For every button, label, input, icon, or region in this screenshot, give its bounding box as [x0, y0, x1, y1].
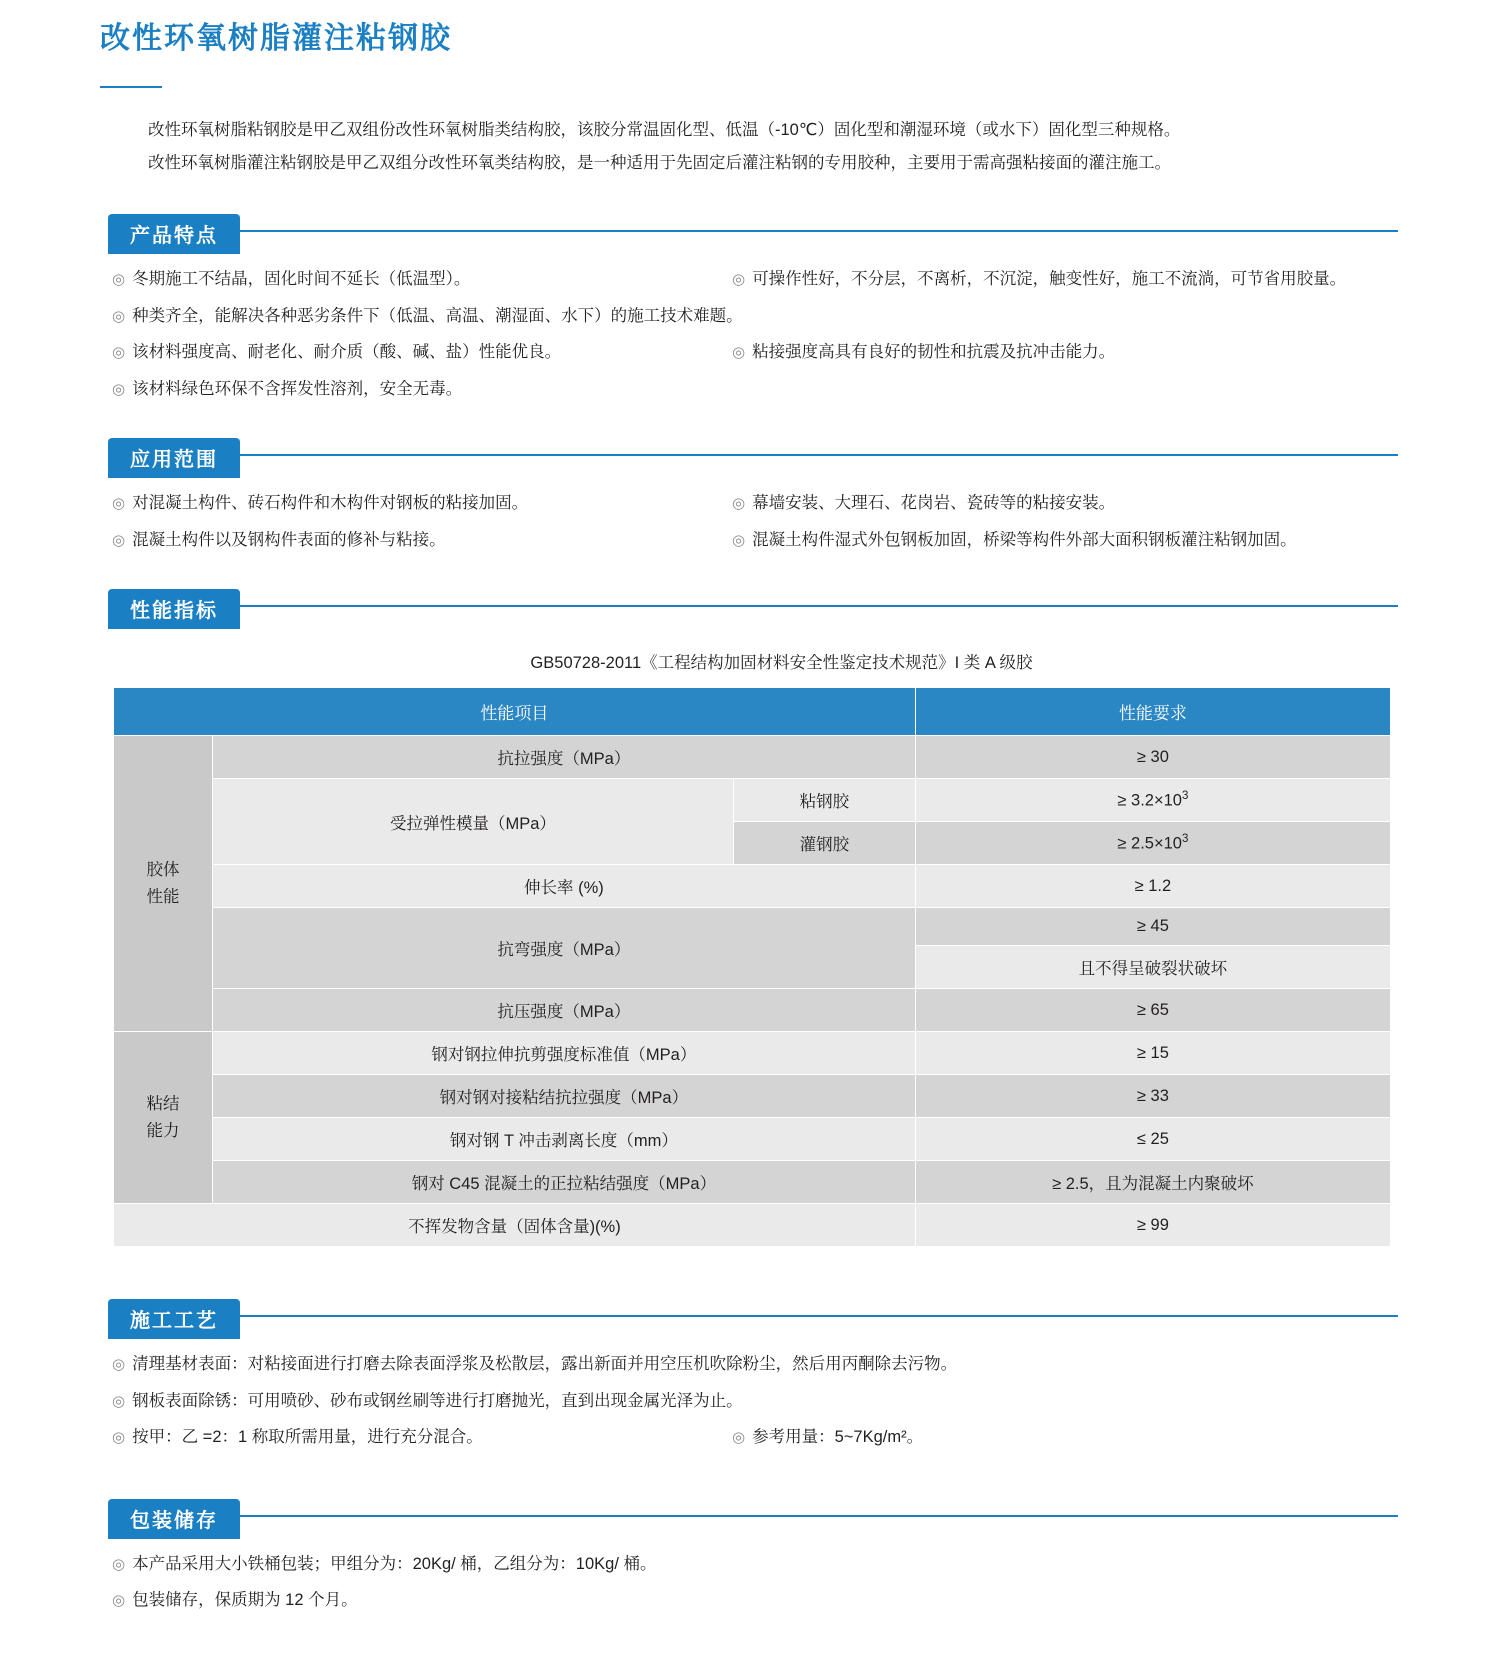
list-item — [112, 301, 1402, 332]
table-row — [114, 1161, 1391, 1204]
list-item-label: 可操作性好，不分层，不离析，不沉淀，触变性好，施工不流淌，可节省用胶量。 — [752, 270, 1347, 288]
column-header-item: 性能项目 — [114, 688, 916, 736]
section-rule — [108, 1515, 1398, 1517]
bullet-circle-icon: ◎ — [112, 531, 126, 549]
table-cell-item: 伸长率 (%) — [213, 865, 916, 908]
requirement-exponent: 3 — [1181, 832, 1189, 845]
list-item-label: 种类齐全，能解决各种恶劣条件下（低温、高温、潮湿面、水下）的施工技术难题。 — [132, 306, 743, 325]
bullet-circle-icon: ◎ — [112, 1429, 126, 1447]
section-title-packaging: 包装储存 — [108, 1499, 240, 1539]
bullet-circle-icon: ◎ — [112, 344, 126, 362]
list-item — [732, 264, 1432, 295]
features-list — [0, 264, 1503, 404]
column-header-requirement: 性能要求 — [915, 688, 1390, 736]
table-cell-requirement: ≥ 30 — [915, 736, 1390, 779]
performance-table — [113, 687, 1391, 1247]
list-item-label: 混凝土构件湿式外包钢板加固，桥梁等构件外部大面积钢板灌注粘钢加固。 — [752, 530, 1297, 549]
table-cell-requirement: ≥ 1.2 — [915, 865, 1390, 908]
list-item-label: 该材料绿色环保不含挥发性溶剂，安全无毒。 — [132, 379, 463, 398]
list-item — [112, 525, 732, 556]
list-item — [112, 264, 732, 295]
requirement-value: ≥ 3.2×10 — [1117, 791, 1182, 810]
list-item — [112, 1549, 1402, 1580]
row-group-label-bond — [114, 1032, 213, 1204]
bullet-circle-icon: ◎ — [112, 495, 126, 513]
table-cell-item: 不挥发物含量（固体含量)(%) — [114, 1204, 916, 1247]
list-item — [732, 488, 1432, 519]
row-group-label-line1: 粘结 — [146, 1095, 180, 1114]
list-item — [112, 374, 1402, 405]
bullet-circle-icon: ◎ — [112, 1555, 126, 1573]
table-cell-requirement: ≤ 25 — [915, 1118, 1390, 1161]
section-header-packaging — [108, 1499, 1398, 1533]
title-underline-rule — [100, 86, 162, 88]
table-cell-item: 受拉弹性模量（MPa） — [213, 779, 734, 865]
list-item — [112, 488, 732, 519]
list-item-label: 幕墙安装、大理石、花岗岩、瓷砖等的粘接安装。 — [752, 494, 1116, 513]
table-cell-subitem: 粘钢胶 — [733, 779, 915, 822]
list-row — [112, 264, 1443, 295]
table-cell-requirement — [915, 779, 1390, 822]
list-item-label: 冬期施工不结晶，固化时间不延长（低温型）。 — [132, 270, 471, 288]
list-row — [112, 1422, 1443, 1453]
list-item-label: 清理基材表面：对粘接面进行打磨去除表面浮浆及松散层，露出新面并用空压机吹除粉尘，然后用丙酮除去污物。 — [132, 1355, 958, 1374]
list-item-label: 参考用量：5~7Kg/m²。 — [752, 1428, 924, 1447]
title-block — [0, 0, 1503, 88]
table-cell-item: 抗弯强度（MPa） — [213, 908, 916, 989]
list-item-label: 钢板表面除锈：可用喷砂、砂布或钢丝刷等进行打磨抛光，直到出现金属光泽为止。 — [132, 1391, 743, 1410]
section-rule — [108, 1315, 1398, 1317]
page-title: 改性环氧树脂灌注粘钢胶 — [100, 22, 452, 55]
bullet-circle-icon: ◎ — [732, 1429, 746, 1447]
table-cell-requirement: 且不得呈破裂状破坏 — [915, 946, 1390, 989]
intro-line-2: 改性环氧树脂灌注粘钢胶是甲乙双组分改性环氧类结构胶，是一种适用于先固定后灌注粘钢的专用胶种，主要用于需高强粘接面的灌注施工。 — [148, 154, 1171, 172]
intro-line-1: 改性环氧树脂粘钢胶是甲乙双组份改性环氧树脂类结构胶，该胶分常温固化型、低温（-10℃）固化型和潮湿环境（或水下）固化型三种规格。 — [148, 121, 1181, 139]
list-item-label: 该材料强度高、耐老化、耐介质（酸、碱、盐）性能优良。 — [132, 343, 562, 362]
table-row — [114, 989, 1391, 1032]
list-item-label: 按甲：乙 =2：1 称取所需用量，进行充分混合。 — [132, 1428, 483, 1447]
table-row — [114, 736, 1391, 779]
bullet-circle-icon: ◎ — [112, 380, 126, 398]
list-item — [112, 1386, 1402, 1417]
table-cell-item: 钢对 C45 混凝土的正拉粘结强度（MPa） — [213, 1161, 916, 1204]
list-row — [112, 374, 1443, 405]
bullet-circle-icon: ◎ — [732, 531, 746, 549]
list-item-label: 混凝土构件以及钢构件表面的修补与粘接。 — [132, 530, 446, 549]
requirement-value: ≥ 2.5×10 — [1117, 834, 1182, 853]
table-cell-requirement: ≥ 2.5，且为混凝土内聚破坏 — [915, 1161, 1390, 1204]
bullet-circle-icon: ◎ — [112, 1592, 126, 1610]
table-row — [114, 1075, 1391, 1118]
table-cell-item: 钢对钢对接粘结抗拉强度（MPa） — [213, 1075, 916, 1118]
list-row — [112, 1585, 1443, 1616]
table-row — [114, 908, 1391, 946]
section-header-performance — [108, 589, 1398, 623]
table-row — [114, 1032, 1391, 1075]
requirement-exponent: 3 — [1181, 789, 1189, 802]
bullet-circle-icon: ◎ — [112, 1392, 126, 1410]
table-cell-requirement: ≥ 45 — [915, 908, 1390, 946]
table-header-row — [114, 688, 1391, 736]
list-item — [732, 525, 1432, 556]
list-item-label: 包装储存，保质期为 12 个月。 — [132, 1591, 358, 1610]
list-item — [112, 1585, 1402, 1616]
list-item — [732, 337, 1432, 368]
list-item-label: 本产品采用大小铁桶包装；甲组分为：20Kg/ 桶，乙组分为：10Kg/ 桶。 — [132, 1554, 657, 1573]
intro-paragraphs — [0, 114, 1503, 180]
section-rule — [108, 605, 1398, 607]
table-cell-requirement: ≥ 65 — [915, 989, 1390, 1032]
row-group-label-line2: 能力 — [146, 1121, 180, 1140]
table-cell-requirement: ≥ 99 — [915, 1204, 1390, 1247]
application-list — [0, 488, 1503, 555]
bullet-circle-icon: ◎ — [112, 271, 126, 288]
table-caption: GB50728-2011《工程结构加固材料安全性鉴定技术规范》I 类 A 级胶 — [530, 654, 1033, 673]
table-cell-requirement: ≥ 15 — [915, 1032, 1390, 1075]
table-cell-item: 钢对钢拉伸抗剪强度标准值（MPa） — [213, 1032, 916, 1075]
section-title-performance: 性能指标 — [108, 589, 240, 629]
bullet-circle-icon: ◎ — [112, 1356, 126, 1374]
section-title-features: 产品特点 — [108, 214, 240, 254]
list-row — [112, 1549, 1443, 1580]
list-item — [112, 1422, 732, 1453]
list-item — [732, 1422, 1432, 1453]
table-row — [114, 1118, 1391, 1161]
table-row — [114, 779, 1391, 822]
list-item — [112, 337, 732, 368]
row-group-label-line2: 性能 — [146, 887, 180, 906]
section-rule — [108, 230, 1398, 232]
row-group-label-body — [114, 736, 213, 1032]
row-group-label-line1: 胶体 — [146, 861, 180, 880]
table-cell-item: 抗压强度（MPa） — [213, 989, 916, 1032]
section-title-application: 应用范围 — [108, 438, 240, 478]
list-row — [112, 337, 1443, 368]
table-cell-item: 抗拉强度（MPa） — [213, 736, 916, 779]
table-cell-requirement: ≥ 33 — [915, 1075, 1390, 1118]
list-item-label: 粘接强度高具有良好的韧性和抗震及抗冲击能力。 — [752, 343, 1116, 362]
section-title-process: 施工工艺 — [108, 1299, 240, 1339]
bullet-circle-icon: ◎ — [732, 495, 746, 513]
list-row — [112, 1349, 1443, 1380]
packaging-list — [0, 1549, 1503, 1616]
process-list — [0, 1349, 1503, 1453]
bullet-circle-icon: ◎ — [732, 344, 746, 362]
bullet-circle-icon: ◎ — [732, 271, 746, 288]
table-cell-subitem: 灌钢胶 — [733, 822, 915, 865]
list-row — [112, 301, 1443, 332]
table-cell-requirement — [915, 822, 1390, 865]
list-row — [112, 488, 1443, 519]
list-item — [112, 1349, 1402, 1380]
section-header-application — [108, 438, 1398, 472]
section-header-process — [108, 1299, 1398, 1333]
bullet-circle-icon: ◎ — [112, 307, 126, 325]
table-cell-item: 钢对钢 T 冲击剥离长度（mm） — [213, 1118, 916, 1161]
section-rule — [108, 454, 1398, 456]
list-row — [112, 1386, 1443, 1417]
table-row — [114, 865, 1391, 908]
list-item-label: 对混凝土构件、砖石构件和木构件对钢板的粘接加固。 — [132, 494, 529, 513]
list-row — [112, 525, 1443, 556]
table-row — [114, 1204, 1391, 1247]
section-header-features — [108, 214, 1398, 248]
bottom-spacer — [0, 1622, 1503, 1632]
